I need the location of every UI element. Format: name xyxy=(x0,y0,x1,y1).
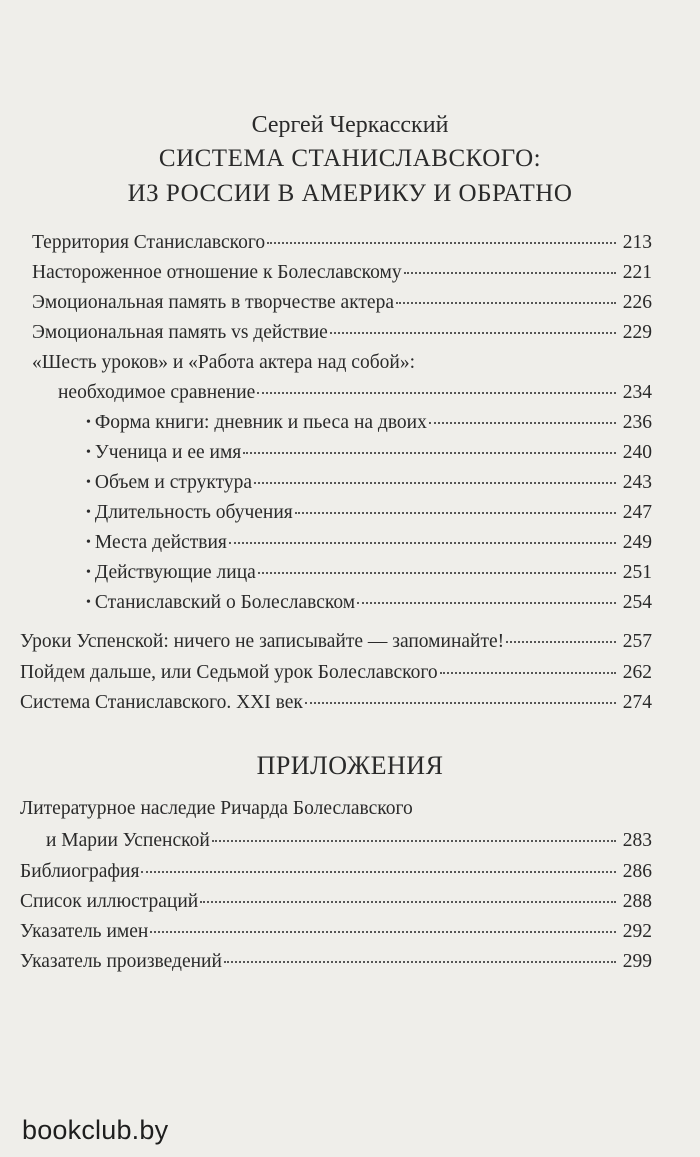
leader-dots xyxy=(267,241,616,244)
leader-dots xyxy=(254,481,616,484)
leader-dots xyxy=(258,571,616,574)
toc-entry-label: Настороженное отношение к Болеславскому xyxy=(32,262,402,283)
toc-entry-label-line: «Шесть уроков» и «Работа актера над собой»: xyxy=(32,352,415,373)
author-name: Сергей Черкасский xyxy=(251,112,449,138)
toc-entry-page: 221 xyxy=(622,262,652,283)
leader-dots xyxy=(200,900,616,903)
leader-dots xyxy=(404,271,616,274)
toc-entry-page: 286 xyxy=(622,861,652,882)
leader-dots xyxy=(229,541,616,544)
toc-entry-page: 240 xyxy=(622,442,652,463)
toc-entry-label: Эмоциональная память в творчестве актера xyxy=(32,292,394,313)
toc-entry-label: необходимое сравнение xyxy=(58,382,256,403)
toc-entry-label: Система Станиславского. XXI век xyxy=(20,692,303,713)
toc-entry-page: 243 xyxy=(622,472,652,493)
toc-subentry[interactable] xyxy=(86,441,652,465)
leader-dots xyxy=(243,451,616,454)
toc-entry-page: 299 xyxy=(622,951,652,972)
leader-dots xyxy=(330,331,616,334)
toc-subentry[interactable] xyxy=(86,561,652,585)
leader-dots xyxy=(295,511,616,514)
toc-entry-page: 226 xyxy=(622,292,652,313)
bullet-icon: • xyxy=(86,535,91,550)
toc-entry[interactable] xyxy=(32,231,652,255)
toc-entry-page: 257 xyxy=(622,631,652,652)
bullet-icon: • xyxy=(86,595,91,610)
toc-entry[interactable] xyxy=(20,661,652,685)
toc-entry-label: Пойдем дальше, или Седьмой урок Болеславского xyxy=(20,662,438,683)
toc-entry-page: 236 xyxy=(622,412,652,433)
toc-entry-page: 292 xyxy=(622,921,652,942)
toc-subentry[interactable] xyxy=(86,411,652,435)
toc-entry[interactable] xyxy=(32,291,652,315)
bullet-icon: • xyxy=(86,415,91,430)
leader-dots xyxy=(396,301,616,304)
appendix-heading: ПРИЛОЖЕНИЯ xyxy=(256,751,444,780)
toc-entry[interactable] xyxy=(20,950,652,974)
bullet-icon: • xyxy=(86,505,91,520)
site-watermark: bookclub.by xyxy=(22,1115,169,1145)
toc-entry[interactable] xyxy=(20,691,652,715)
toc-entry-page: 249 xyxy=(622,532,652,553)
leader-dots xyxy=(224,960,616,963)
toc-entry-label: Библиография xyxy=(20,861,140,882)
toc-entry-label: Указатель имен xyxy=(20,921,149,942)
toc-entry-label: Места действия xyxy=(94,532,227,553)
toc-entry-label: Указатель произведений xyxy=(20,951,222,972)
toc-subentry[interactable] xyxy=(86,501,652,525)
toc-entry-label: Длительность обучения xyxy=(94,502,293,523)
toc-entry[interactable] xyxy=(20,860,652,884)
toc-entry-label: и Марии Успенской xyxy=(46,830,210,851)
toc-entry-label: Эмоциональная память vs действие xyxy=(32,322,328,343)
toc-entry[interactable] xyxy=(32,261,652,285)
toc-entry-page: 229 xyxy=(622,322,652,343)
toc-entry-label: Список иллюстраций xyxy=(20,891,199,912)
toc-entry-page: 251 xyxy=(622,562,652,583)
toc-entry[interactable] xyxy=(46,829,652,853)
toc-entry-page: 262 xyxy=(622,662,652,683)
book-title-line-1: СИСТЕМА СТАНИСЛАВСКОГО: xyxy=(158,145,542,172)
book-title-line-2: ИЗ РОССИИ В АМЕРИКУ И ОБРАТНО xyxy=(127,180,573,207)
toc-entry[interactable] xyxy=(20,920,652,944)
toc-entry-label: Действующие лица xyxy=(94,562,256,583)
toc-subentry[interactable] xyxy=(86,531,652,555)
leader-dots xyxy=(141,870,616,873)
bullet-icon: • xyxy=(86,475,91,490)
toc-entry[interactable] xyxy=(32,321,652,345)
leader-dots xyxy=(357,601,616,604)
bullet-icon: • xyxy=(86,565,91,580)
toc-entry-label: Ученица и ее имя xyxy=(94,442,242,463)
toc-entry-page: 247 xyxy=(622,502,652,523)
toc-entry-label: Станиславский о Болеславском xyxy=(94,592,356,613)
bullet-icon: • xyxy=(86,445,91,460)
leader-dots xyxy=(257,391,616,394)
toc-subentry[interactable] xyxy=(86,471,652,495)
leader-dots xyxy=(212,839,616,842)
toc-entry-page: 274 xyxy=(622,692,652,713)
toc-entry[interactable] xyxy=(20,630,652,654)
toc-entry-page: 234 xyxy=(622,382,652,403)
toc-subentry[interactable] xyxy=(86,591,652,615)
toc-entry[interactable] xyxy=(58,381,652,405)
leader-dots xyxy=(506,640,616,643)
toc-entry[interactable] xyxy=(20,890,652,914)
toc-entry-page: 254 xyxy=(622,592,652,613)
leader-dots xyxy=(440,671,616,674)
toc-entry-page: 283 xyxy=(622,830,652,851)
toc-entry-page: 213 xyxy=(622,232,652,253)
toc-entry-label: Территория Станиславского xyxy=(32,232,266,253)
leader-dots xyxy=(150,930,616,933)
leader-dots xyxy=(305,701,616,704)
toc-entry-label: Объем и структура xyxy=(94,472,252,493)
toc-entry-label: Форма книги: дневник и пьеса на двоих xyxy=(94,412,427,433)
toc-entry-label-line: Литературное наследие Ричарда Болеславского xyxy=(20,798,413,819)
toc-entry-label: Уроки Успенской: ничего не записывайте — запоминайте! xyxy=(20,631,505,652)
toc-entry-page: 288 xyxy=(622,891,652,912)
leader-dots xyxy=(429,421,616,424)
